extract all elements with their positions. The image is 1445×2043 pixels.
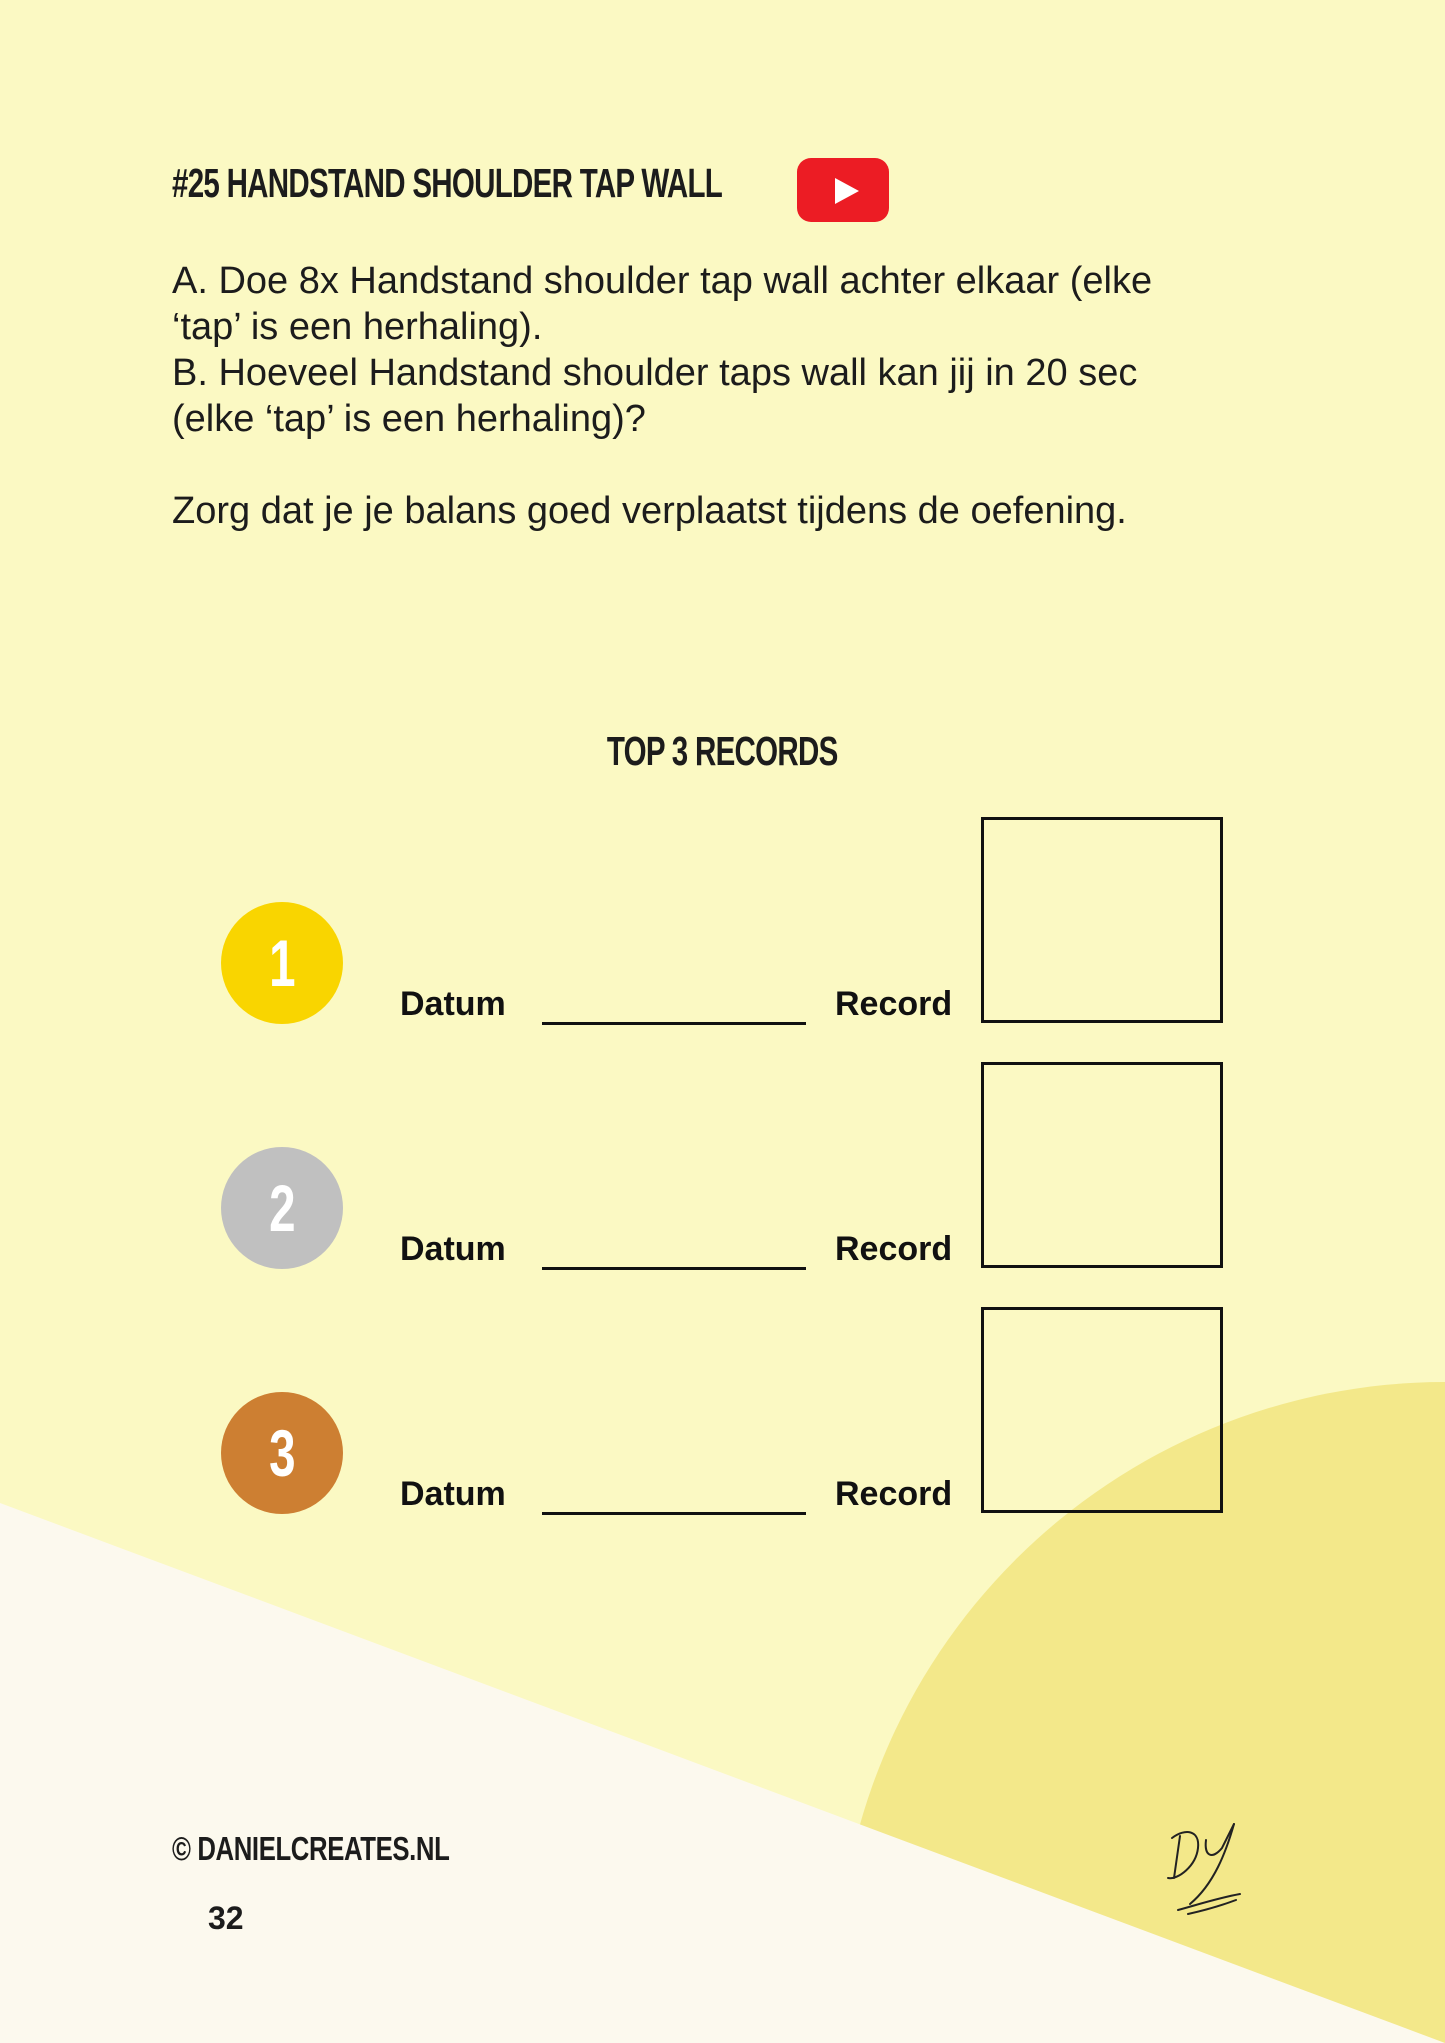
signature-icon xyxy=(1160,1800,1270,1920)
instruction-line: B. Hoeveel Handstand shoulder taps wall kan jij in 20 sec xyxy=(172,352,1138,394)
rank-badge-1 xyxy=(221,902,343,1024)
rank-badge-3 xyxy=(221,1392,343,1514)
date-label: Datum xyxy=(400,1230,506,1268)
record-box[interactable] xyxy=(981,817,1223,1023)
exercise-title: #25 HANDSTAND SHOULDER TAP WALL xyxy=(172,160,723,206)
instruction-note: Zorg dat je je balans goed verplaatst tijdens de oefening. xyxy=(172,490,1127,532)
page-number: 32 xyxy=(208,1900,244,1936)
copyright: © DANIELCREATES.NL xyxy=(172,1830,450,1867)
record-label: Record xyxy=(835,1475,953,1513)
instruction-line: (elke ‘tap’ is een herhaling)? xyxy=(172,398,646,440)
record-box[interactable] xyxy=(981,1062,1223,1268)
date-input-line[interactable] xyxy=(542,1267,806,1270)
record-box[interactable] xyxy=(981,1307,1223,1513)
record-label: Record xyxy=(835,985,953,1023)
instruction-line: A. Doe 8x Handstand shoulder tap wall achter elkaar (elke xyxy=(172,260,1153,302)
records-title xyxy=(0,728,1445,775)
instructions xyxy=(172,258,1322,534)
rank-number: 2 xyxy=(268,1171,296,1245)
date-input-line[interactable] xyxy=(542,1512,806,1515)
youtube-play-icon[interactable] xyxy=(797,158,889,222)
rank-number: 3 xyxy=(268,1416,296,1490)
record-label: Record xyxy=(835,1230,953,1268)
date-label: Datum xyxy=(400,1475,506,1513)
date-label: Datum xyxy=(400,985,506,1023)
rank-number: 1 xyxy=(268,926,296,1000)
date-input-line[interactable] xyxy=(542,1022,806,1025)
rank-badge-2 xyxy=(221,1147,343,1269)
instruction-line: ‘tap’ is een herhaling). xyxy=(172,306,543,348)
records-title-text: TOP 3 RECORDS xyxy=(607,728,838,774)
